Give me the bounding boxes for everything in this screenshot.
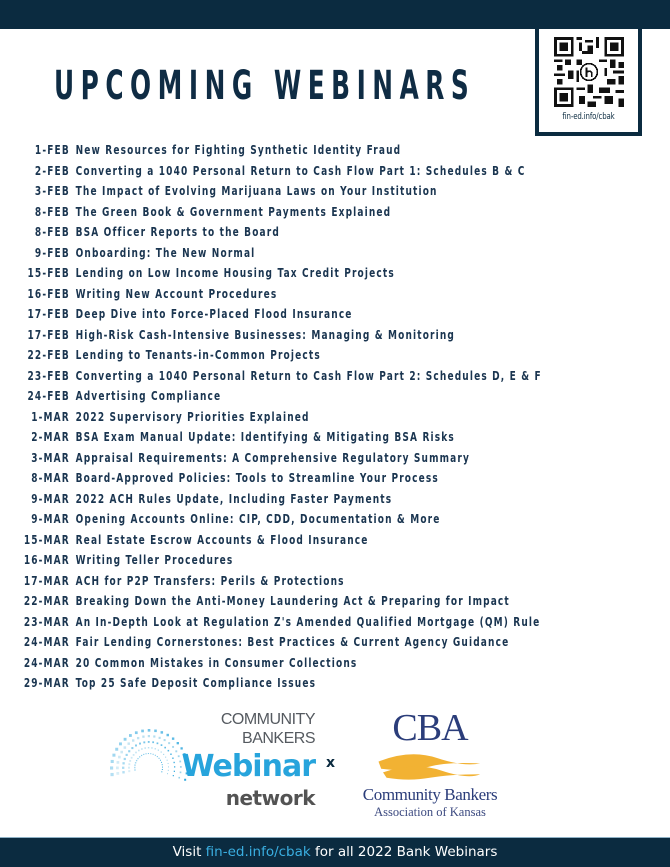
- swirl-dot: [134, 769, 136, 771]
- webinar-row[interactable]: [0, 612, 540, 632]
- swirl-dot: [172, 746, 174, 748]
- swirl-dot: [128, 770, 130, 772]
- swirl-dot: [178, 755, 180, 757]
- swirl-dot: [161, 744, 163, 746]
- swirl-dot: [160, 760, 161, 761]
- page-title: UPCOMING WEBINARS: [54, 63, 476, 109]
- webinar-date: 3-MAR: [31, 449, 70, 465]
- webinar-topic: BSA Officer Reports to the Board: [75, 224, 280, 239]
- swirl-dot: [168, 750, 170, 752]
- webinar-topic: Breaking Down the Anti-Money Laundering Act & Preparing for Impact: [75, 593, 510, 608]
- swirl-dot: [173, 775, 174, 776]
- webinar-topic: Onboarding: The New Normal: [75, 244, 256, 260]
- webinar-topic: An In-Depth Look at Regulation Z's Amended Qualified Mortgage (QM) Rule: [75, 613, 541, 629]
- swirl-dot: [141, 755, 142, 756]
- webinar-date: 17-FEB: [27, 326, 70, 342]
- swirl-dot: [122, 762, 124, 764]
- webinar-topic: Opening Accounts Online: CIP, CDD, Documentation & More: [75, 511, 441, 526]
- footer-prefix: Visit: [172, 844, 206, 860]
- swirl-dot: [129, 760, 131, 762]
- swirl-dot: [173, 762, 174, 763]
- webinar-topic: New Resources for Fighting Synthetic Identity Fraud: [75, 142, 402, 157]
- webinar-topic: Advertising Compliance: [75, 388, 222, 403]
- swirl-dot: [161, 751, 162, 752]
- webinar-date: 8-FEB: [34, 224, 70, 239]
- swirl-dot: [152, 741, 154, 743]
- swirl-dot: [116, 772, 119, 775]
- qr-code-icon[interactable]: [554, 37, 624, 107]
- swirl-dot: [120, 751, 123, 754]
- swirl-dot: [161, 731, 164, 734]
- webinar-date: 24-FEB: [27, 388, 70, 403]
- webinar-topic: 2022 ACH Rules Update, Including Faster Payments: [75, 490, 393, 506]
- swirl-dot: [143, 741, 145, 743]
- swirl-dot: [159, 737, 161, 739]
- swirl-dot: [168, 742, 170, 744]
- webinar-date: 16-MAR: [23, 552, 70, 567]
- swirl-dot: [112, 754, 115, 757]
- webinar-date: 1-MAR: [31, 408, 70, 424]
- webinar-topic: Appraisal Requirements: A Comprehensive Regulatory Summary: [75, 449, 471, 465]
- webinar-date: 17-FEB: [27, 306, 70, 321]
- swirl-dot: [143, 754, 144, 755]
- webinar-row[interactable]: [0, 448, 470, 468]
- swirl-dot: [162, 767, 163, 768]
- swirl-dot: [161, 771, 162, 772]
- webinar-row[interactable]: [0, 673, 316, 693]
- swirl-dot: [135, 731, 138, 734]
- swirl-dot: [168, 763, 169, 764]
- swirl-dot: [148, 729, 151, 732]
- cba-subtitle: Association of Kansas: [374, 805, 486, 819]
- swirl-dot: [170, 753, 171, 754]
- swirl-dot: [137, 737, 139, 739]
- swirl-dot: [161, 762, 162, 763]
- swirl-dot: [162, 764, 163, 765]
- swirl-dot: [167, 773, 168, 774]
- webinar-topic: Fair Lending Cornerstones: Best Practices & Current Agency Guidance: [75, 634, 510, 649]
- webinar-row[interactable]: [0, 345, 321, 365]
- webinar-topic: Converting a 1040 Personal Return to Cash Flow Part 2: Schedules D, E & F: [75, 367, 542, 383]
- logo-separator: x: [326, 755, 336, 771]
- swirl-dot: [154, 730, 157, 733]
- swirl-dot: [177, 742, 179, 744]
- swirl-dot: [153, 754, 154, 755]
- swirl-dot: [138, 750, 140, 752]
- webinar-date: 8-MAR: [31, 470, 70, 485]
- webinar-date: 23-MAR: [23, 613, 70, 629]
- webinar-topic: The Green Book & Government Payments Explained: [75, 203, 392, 219]
- swirl-dot: [167, 734, 169, 736]
- swirl-dot: [174, 771, 175, 772]
- webinar-row[interactable]: [0, 571, 345, 591]
- logo-text-community: COMMUNITY: [220, 711, 315, 728]
- webinar-row[interactable]: [0, 304, 353, 324]
- swirl-dot: [153, 735, 155, 737]
- swirl-dot: [122, 767, 124, 769]
- swirl-dot: [119, 742, 122, 745]
- swirl-dot: [141, 748, 143, 750]
- swirl-dot: [148, 747, 149, 748]
- swirl-dot: [126, 754, 128, 756]
- swirl-dot: [122, 771, 124, 773]
- swirl-dot: [116, 767, 119, 770]
- webinar-date: 9-MAR: [31, 490, 70, 506]
- swirl-dot: [144, 747, 145, 748]
- qr-code-card[interactable]: [535, 29, 642, 136]
- webinar-topic: 20 Common Mistakes in Consumer Collections: [75, 654, 358, 670]
- swirl-dot: [157, 742, 159, 744]
- webinar-topic: Lending to Tenants-in-Common Projects: [75, 347, 321, 362]
- webinar-topic: ACH for P2P Transfers: Perils & Protections: [75, 572, 345, 588]
- webinar-row[interactable]: [0, 366, 542, 386]
- webinar-row[interactable]: [0, 468, 439, 488]
- swirl-dot: [110, 766, 113, 769]
- webinar-date: 22-MAR: [23, 593, 70, 608]
- swirl-dot: [168, 766, 169, 767]
- swirl-dot: [148, 735, 150, 737]
- swirl-dot: [162, 769, 163, 770]
- logo-row: [0, 705, 670, 830]
- logo-text-network: network: [225, 786, 315, 810]
- swirl-dot: [134, 767, 136, 769]
- webinar-date: 3-FEB: [34, 183, 70, 198]
- swirl-dot: [172, 737, 174, 739]
- swirl-dot: [132, 739, 134, 741]
- swirl-dot: [146, 753, 147, 754]
- webinar-row[interactable]: [0, 161, 525, 181]
- qr-caption[interactable]: fin-ed.info/cbak: [562, 112, 615, 122]
- swirl-dot: [155, 748, 156, 749]
- swirl-dot: [135, 762, 136, 763]
- swirl-dot: [136, 760, 137, 761]
- swirl-dot: [164, 747, 166, 749]
- webinar-row[interactable]: [0, 222, 280, 242]
- webinar-date: 29-MAR: [23, 675, 70, 690]
- webinar-topic: Real Estate Escrow Accounts & Flood Insurance: [75, 531, 369, 547]
- webinar-date: 15-FEB: [27, 265, 70, 280]
- webinar-date: 24-MAR: [23, 634, 70, 649]
- webinar-topic: The Impact of Evolving Marijuana Laws on Your Institution: [75, 183, 438, 198]
- swirl-dot: [141, 730, 144, 733]
- webinar-topic: Deep Dive into Force-Placed Flood Insurance: [75, 306, 353, 321]
- webinar-date: 16-FEB: [27, 285, 70, 301]
- swirl-dot: [129, 734, 132, 737]
- swirl-dot: [158, 750, 159, 751]
- swirl-dot: [124, 738, 127, 741]
- webinar-row[interactable]: [0, 591, 510, 611]
- webinar-row[interactable]: [0, 427, 455, 447]
- webinar-topic: Writing New Account Procedures: [75, 285, 278, 301]
- swirl-dot: [137, 758, 138, 759]
- swirl-dot: [175, 750, 177, 752]
- swirl-dot: [139, 743, 141, 745]
- webinar-topic: High-Risk Cash-Intensive Businesses: Managing & Monitoring: [75, 326, 456, 342]
- webinar-row[interactable]: [0, 632, 509, 652]
- swirl-dot: [178, 777, 180, 779]
- webinar-row[interactable]: [0, 509, 441, 529]
- swirl-dot: [131, 757, 133, 759]
- swirl-dot: [168, 770, 169, 771]
- webinar-date: 1-FEB: [34, 142, 70, 157]
- webinar-date: 22-FEB: [27, 347, 70, 362]
- cba-letters: CBA: [392, 707, 468, 749]
- swirl-dot: [159, 758, 160, 759]
- swirl-dot: [115, 748, 118, 751]
- webinar-row[interactable]: [0, 325, 455, 345]
- webinar-row[interactable]: [0, 202, 391, 222]
- webinar-topic: 2022 Supervisory Priorities Explained: [75, 408, 310, 424]
- swirl-dot: [118, 756, 121, 759]
- swirl-dot: [167, 760, 168, 761]
- swirl-dot: [127, 742, 129, 744]
- webinar-topic: Lending on Low Income Housing Tax Credit Projects: [75, 265, 395, 280]
- swirl-dot: [172, 758, 173, 759]
- cba-name: Community Bankers: [362, 785, 498, 804]
- swirl-dot: [148, 741, 150, 743]
- swirl-dot: [124, 758, 126, 760]
- webinar-row[interactable]: [0, 181, 438, 201]
- webinar-row[interactable]: [0, 263, 395, 283]
- swirl-dot: [128, 750, 130, 752]
- webinar-date: 15-MAR: [23, 531, 70, 547]
- webinar-topic: Converting a 1040 Personal Return to Cash Flow Part 1: Schedules B & C: [75, 162, 526, 178]
- swirl-dot: [128, 763, 130, 765]
- swirl-dot: [157, 756, 158, 757]
- footer-link[interactable]: fin-ed.info/cbak: [205, 844, 311, 860]
- webinar-topic: Board-Approved Policies: Tools to Streamline Your Process: [75, 470, 439, 485]
- swirl-dot: [174, 766, 175, 767]
- webinar-date: 24-MAR: [23, 654, 70, 670]
- swirl-dot: [148, 753, 149, 754]
- webinar-row[interactable]: [0, 653, 357, 673]
- webinar-row[interactable]: [0, 243, 255, 263]
- webinar-row[interactable]: [0, 550, 233, 570]
- swirl-dot: [150, 753, 151, 754]
- webinar-date: 23-FEB: [27, 367, 70, 383]
- swirl-dot: [124, 746, 127, 749]
- swirl-dot: [111, 760, 114, 763]
- webinar-date: 2-MAR: [31, 429, 70, 444]
- swirl-dot: [135, 744, 137, 746]
- logo-text-webinar: Webinar: [181, 749, 315, 784]
- swirl-dot: [139, 756, 140, 757]
- swirl-dot: [155, 755, 156, 756]
- footer-banner: [0, 837, 670, 867]
- webinar-date: 17-MAR: [23, 572, 70, 588]
- webinar-topic: Top 25 Safe Deposit Compliance Issues: [75, 675, 317, 690]
- swirl-dot: [117, 761, 120, 764]
- swirl-dot: [110, 773, 113, 776]
- webinar-topic: Writing Teller Procedures: [75, 552, 234, 567]
- swirl-dot: [134, 764, 135, 765]
- swirl-dot: [135, 752, 137, 754]
- wave-icon: [368, 749, 488, 785]
- webinar-row[interactable]: [0, 140, 401, 160]
- cba-logo: [340, 707, 520, 827]
- webinar-row[interactable]: [0, 407, 310, 427]
- swirl-dot: [151, 747, 152, 748]
- webinar-row[interactable]: [0, 386, 221, 406]
- swirl-dot: [131, 747, 133, 749]
- webinar-row[interactable]: [0, 489, 392, 509]
- webinar-row[interactable]: [0, 530, 369, 550]
- community-bankers-webinar-network-logo: [100, 711, 315, 823]
- footer-suffix: for all 2022 Bank Webinars: [310, 844, 498, 860]
- webinar-date: 8-FEB: [34, 203, 70, 219]
- webinar-date: 9-MAR: [31, 511, 70, 526]
- swirl-dot: [165, 757, 166, 758]
- top-banner: [0, 0, 670, 29]
- swirl-dot: [128, 767, 130, 769]
- webinar-topic: BSA Exam Manual Update: Identifying & Mitigating BSA Risks: [75, 429, 455, 444]
- webinar-date: 2-FEB: [34, 162, 70, 178]
- swirl-dot: [163, 754, 164, 755]
- dot-swirl-icon: [100, 723, 190, 808]
- logo-text-bankers: BANKERS: [242, 730, 315, 747]
- webinar-date: 9-FEB: [34, 244, 70, 260]
- swirl-dot: [164, 739, 166, 741]
- webinar-row[interactable]: [0, 284, 277, 304]
- swirl-dot: [142, 736, 144, 738]
- swirl-dot: [133, 754, 135, 756]
